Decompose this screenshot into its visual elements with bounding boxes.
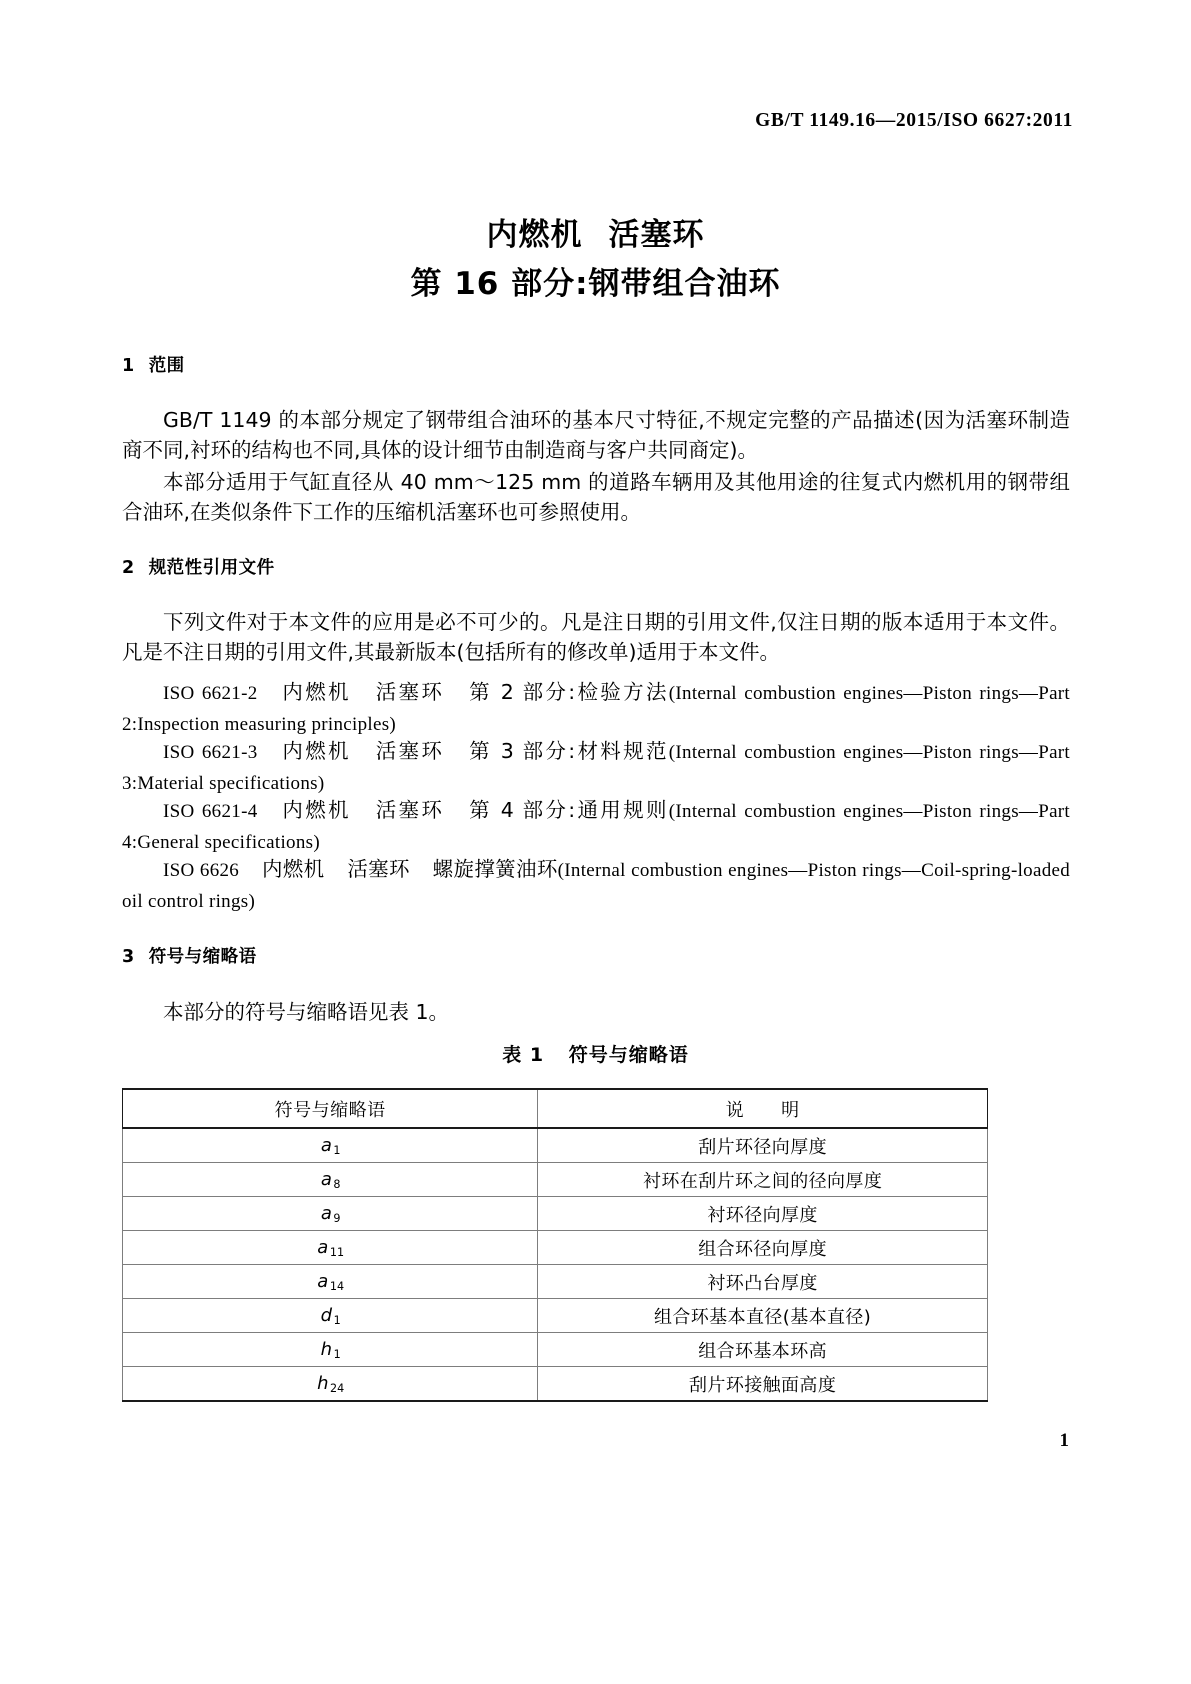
title-part: 第 16 部分:钢带组合油环 xyxy=(410,266,781,302)
symbol-subscript: 1 xyxy=(333,1348,341,1362)
table-row xyxy=(123,1128,988,1163)
paragraph-1-1 xyxy=(122,405,1070,465)
symbol-subscript: 1 xyxy=(333,1314,341,1328)
reference-code: ISO 6626 xyxy=(163,860,240,881)
table-row xyxy=(123,1163,988,1197)
reference-en-title: (Internal combustion engines—Piston rings—Part 3:Material specifications) xyxy=(122,742,1071,794)
table-row xyxy=(123,1197,988,1231)
symbol-cell xyxy=(123,1197,538,1231)
table-header-row xyxy=(123,1089,988,1128)
reference-cn-title-2: 活塞环 xyxy=(373,739,445,763)
description-cell: 衬环径向厚度 xyxy=(538,1197,988,1231)
symbol-subscript: 24 xyxy=(330,1382,345,1396)
description-cell: 刮片环径向厚度 xyxy=(538,1128,988,1163)
table-row xyxy=(123,1231,988,1265)
reference-cn-title-2: 活塞环 xyxy=(373,680,445,704)
table-caption xyxy=(0,1040,1191,1067)
description-cell: 刮片环接触面高度 xyxy=(538,1367,988,1402)
symbol-subscript: 9 xyxy=(333,1212,341,1226)
paragraph-text: 本部分适用于气缸直径从 40 mm～125 mm 的道路车辆用及其他用途的往复式内燃机用的钢带组合油环,在类似条件下工作的压缩机活塞环也可参照使用。 xyxy=(122,470,1070,524)
page-number: 1 xyxy=(1059,1430,1069,1451)
table-row xyxy=(123,1299,988,1333)
symbol-base: h xyxy=(320,1339,333,1360)
reference-en-title: (Internal combustion engines—Piston rings—Coil-spring-loaded oil control rings) xyxy=(122,860,1071,912)
description-cell: 组合环径向厚度 xyxy=(538,1231,988,1265)
reference-code: ISO 6621-4 xyxy=(163,801,258,822)
reference-en-title: (Internal combustion engines—Piston rings—Part 2:Inspection measuring principles) xyxy=(122,683,1071,735)
symbol-cell xyxy=(123,1367,538,1402)
symbol-cell xyxy=(123,1333,538,1367)
section-heading-1 xyxy=(122,352,185,377)
reference-cn-part: 第 3 部分:材料规范 xyxy=(466,739,669,763)
symbol-cell xyxy=(123,1231,538,1265)
reference-cn-title-2: 活塞环 xyxy=(347,857,410,881)
symbol-cell xyxy=(123,1265,538,1299)
title-main: 内燃机 xyxy=(486,217,583,253)
reference-entry-6621-4 xyxy=(122,795,1070,858)
reference-cn-title-2: 活塞环 xyxy=(373,798,445,822)
table-caption-title: 符号与缩略语 xyxy=(568,1044,689,1066)
table-row xyxy=(123,1367,988,1402)
section-heading-3 xyxy=(122,943,257,968)
column-header-symbol: 符号与缩略语 xyxy=(123,1089,538,1128)
symbol-base: a xyxy=(317,1237,329,1258)
reference-cn-title: 内燃机 xyxy=(280,680,351,704)
reference-cn-part: 第 4 部分:通用规则 xyxy=(466,798,669,822)
reference-cn-part: 螺旋撑簧油环 xyxy=(432,857,558,881)
document-title-line-2 xyxy=(0,258,1191,303)
symbols-table xyxy=(122,1088,988,1402)
symbol-subscript: 14 xyxy=(329,1280,345,1294)
paragraph-text: 本部分的符号与缩略语见表 1。 xyxy=(163,1000,450,1024)
section-heading-2 xyxy=(122,554,275,579)
paragraph-text: 下列文件对于本文件的应用是必不可少的。凡是注日期的引用文件,仅注日期的版本适用于本文件。凡是不注日期的引用文件,其最新版本(包括所有的修改单)适用于本文件。 xyxy=(122,610,1070,664)
column-header-description: 说 明 xyxy=(538,1089,988,1128)
standard-identifier: GB/T 1149.16—2015/ISO 6627:2011 xyxy=(755,110,1073,131)
reference-en-title: (Internal combustion engines—Piston rings—Part 4:General specifications) xyxy=(122,801,1071,853)
section-number-3: 3 xyxy=(122,947,135,967)
section-title-3: 符号与缩略语 xyxy=(148,947,257,967)
description-cell: 衬环凸台厚度 xyxy=(538,1265,988,1299)
reference-cn-title: 内燃机 xyxy=(280,739,351,763)
description-cell: 组合环基本直径(基本直径) xyxy=(538,1299,988,1333)
paragraph-3-1 xyxy=(122,997,1070,1027)
symbol-base: a xyxy=(317,1271,329,1292)
symbols-table-wrapper xyxy=(122,1088,988,1402)
symbol-base: h xyxy=(317,1373,329,1394)
title-sub: 活塞环 xyxy=(608,217,705,253)
reference-entry-6621-3 xyxy=(122,736,1070,799)
symbol-base: a xyxy=(320,1169,333,1190)
document-title-line-1 xyxy=(0,209,1191,254)
description-cell: 组合环基本环高 xyxy=(538,1333,988,1367)
section-number-2: 2 xyxy=(122,558,135,578)
symbol-cell xyxy=(123,1163,538,1197)
reference-entry-6626 xyxy=(122,854,1070,917)
section-number-1: 1 xyxy=(122,356,135,376)
symbol-cell xyxy=(123,1128,538,1163)
paragraph-text: GB/T 1149 的本部分规定了钢带组合油环的基本尺寸特征,不规定完整的产品描述(因为活塞环制造商不同,衬环的结构也不同,具体的设计细节由制造商与客户共同商定)。 xyxy=(122,408,1070,462)
reference-code: ISO 6621-3 xyxy=(163,742,258,763)
paragraph-1-2 xyxy=(122,467,1070,527)
table-header xyxy=(123,1089,988,1128)
reference-cn-part: 第 2 部分:检验方法 xyxy=(466,680,669,704)
reference-entry-6621-2 xyxy=(122,677,1070,740)
table-body xyxy=(123,1128,988,1401)
table-row xyxy=(123,1333,988,1367)
reference-code: ISO 6621-2 xyxy=(163,683,258,704)
paragraph-2-1 xyxy=(122,607,1070,667)
symbol-subscript: 8 xyxy=(333,1178,341,1192)
running-header xyxy=(0,110,1073,132)
table-caption-label: 表 1 xyxy=(502,1044,545,1066)
table-row xyxy=(123,1265,988,1299)
symbol-subscript: 11 xyxy=(329,1246,345,1260)
description-cell: 衬环在刮片环之间的径向厚度 xyxy=(538,1163,988,1197)
symbol-subscript: 1 xyxy=(333,1144,341,1158)
section-title-1: 范围 xyxy=(148,356,185,376)
symbol-base: d xyxy=(320,1305,333,1326)
symbol-base: a xyxy=(320,1135,333,1156)
reference-cn-title: 内燃机 xyxy=(280,798,351,822)
reference-cn-title: 内燃机 xyxy=(261,857,325,881)
symbol-base: a xyxy=(320,1203,333,1224)
symbol-cell xyxy=(123,1299,538,1333)
section-title-2: 规范性引用文件 xyxy=(148,558,275,578)
